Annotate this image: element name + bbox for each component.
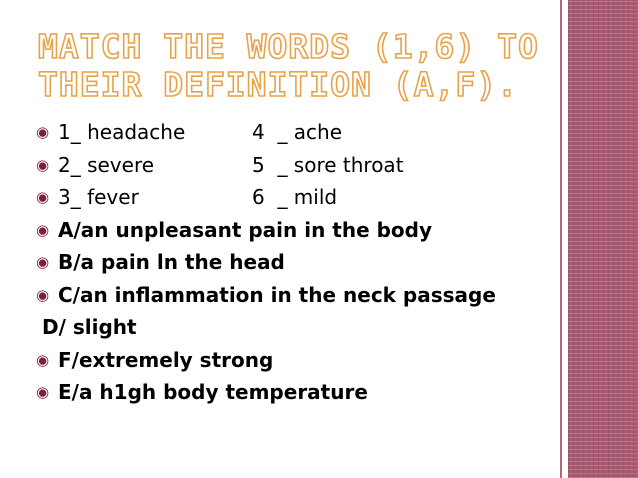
target-bullet-icon: ◉ (36, 285, 50, 304)
list-item (36, 181, 556, 214)
word-item: 1_ headache (58, 120, 186, 145)
definition-item (36, 344, 556, 377)
definition-item (36, 214, 556, 247)
definition-item (36, 246, 556, 279)
list-item (36, 149, 556, 182)
definition-item (36, 376, 556, 409)
word-item: 2_ severe (58, 152, 155, 177)
word-item: 4 _ ache (252, 120, 343, 145)
definition-text: E/a h1gh body temperature (58, 380, 368, 405)
word-item: 6 _ mild (252, 185, 338, 210)
word-item: 5 _ sore throat (252, 152, 404, 177)
word-item: 3_ fever (58, 185, 139, 210)
target-bullet-icon: ◉ (36, 155, 50, 174)
definition-text: C/an inflammation in the neck passage (58, 282, 496, 307)
target-bullet-icon: ◉ (36, 350, 50, 369)
definition-text: B/a pain ln the head (58, 250, 285, 275)
definition-text: F/extremely strong (58, 347, 274, 372)
target-bullet-icon: ◉ (36, 383, 50, 402)
side-divider (560, 0, 562, 478)
slide-title: MATCH THE WORDS (1,6) TO THEIR DEFINITION (A,F). (38, 27, 539, 104)
target-bullet-icon: ◉ (36, 123, 50, 142)
definition-text: D/ slight (42, 315, 137, 340)
list-item (36, 116, 556, 149)
side-decoration-panel (568, 0, 638, 478)
definition-item-unbulleted (36, 311, 556, 344)
target-bullet-icon: ◉ (36, 253, 50, 272)
target-bullet-icon: ◉ (36, 220, 50, 239)
slide-content (36, 116, 556, 409)
definition-item (36, 279, 556, 312)
target-bullet-icon: ◉ (36, 188, 50, 207)
definition-text: A/an unpleasant pain in the body (58, 217, 433, 242)
